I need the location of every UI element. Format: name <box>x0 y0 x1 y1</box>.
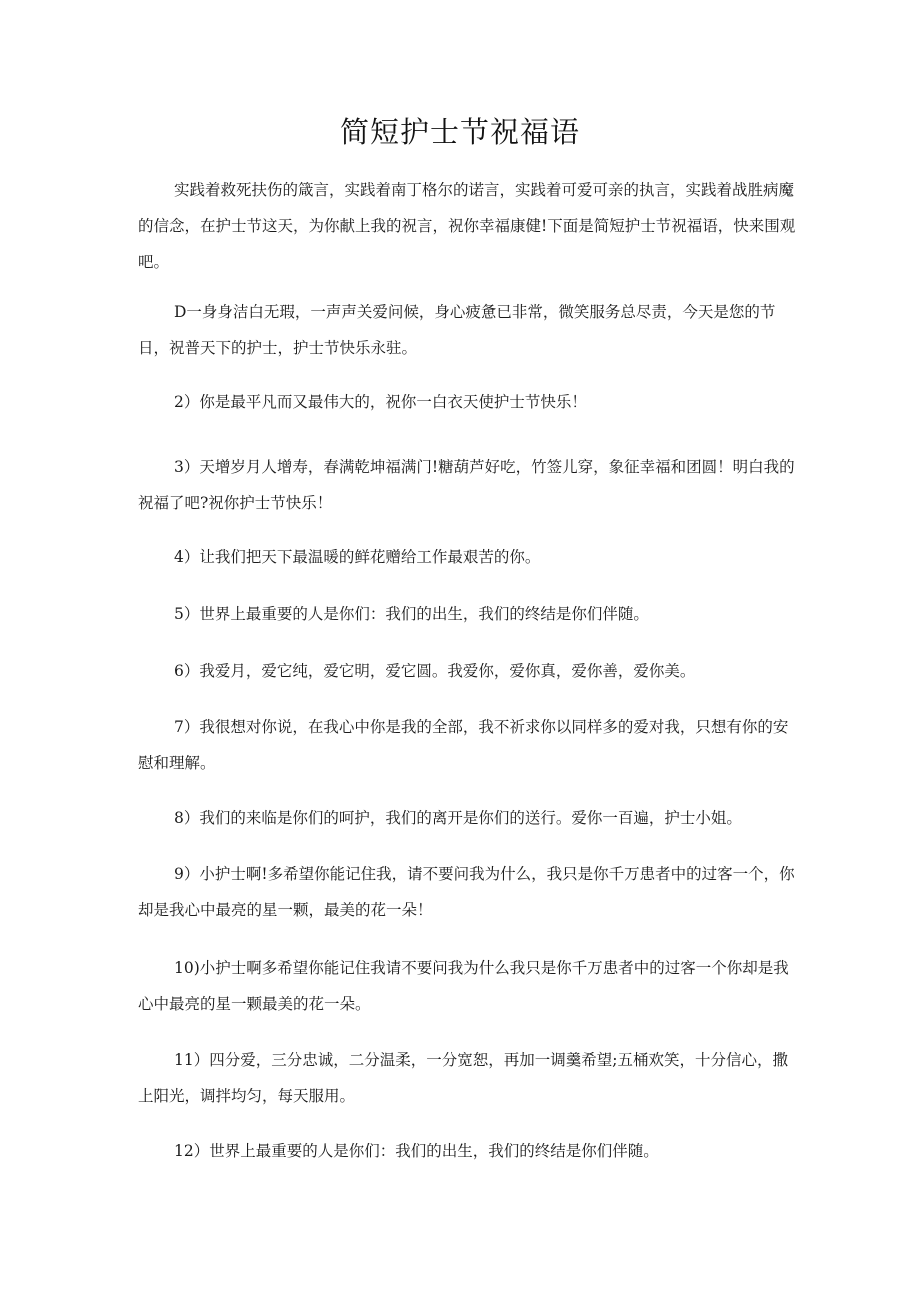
blessing-item-12: 12）世界上最重要的人是你们：我们的出生，我们的终结是你们伴随。 <box>174 1142 659 1160</box>
blessing-item-9: 9）小护士啊!多希望你能记住我，请不要问我为什么，我只是你千万患者中的过客一个，你却是我心中最亮的星一颗，最美的花一朵！ <box>138 865 795 919</box>
blessing-item-1: D一身身洁白无瑕，一声声关爱问候，身心疲惫已非常，微笑服务总尽责，今天是您的节日，祝普天下的护士，护士节快乐永驻。 <box>138 303 776 357</box>
blessing-item-3: 3）天增岁月人增寿，春满乾坤福满门!糖葫芦好吃，竹签儿穿，象征幸福和团圆！明白我的祝福了吧?祝你护士节快乐！ <box>138 458 795 512</box>
intro-paragraph: 实践着救死扶伤的箴言，实践着南丁格尔的诺言，实践着可爱可亲的执言，实践着战胜病魔的信念，在护士节这天，为你献上我的祝言，祝你幸福康健!下面是简短护士节祝福语，快来围观吧。 <box>138 181 796 271</box>
blessing-item-5: 5）世界上最重要的人是你们：我们的出生，我们的终结是你们伴随。 <box>174 605 649 623</box>
document-title: 简短护士节祝福语 <box>339 115 580 149</box>
blessing-item-7: 7）我很想对你说，在我心中你是我的全部，我不祈求你以同样多的爱对我，只想有你的安慰和理解。 <box>138 718 789 772</box>
blessing-item-10: 10)小护士啊多希望你能记住我请不要问我为什么我只是你千万患者中的过客一个你却是我心中最亮的星一颗最美的花一朵。 <box>138 959 789 1013</box>
blessing-item-2: 2）你是最平凡而又最伟大的，祝你一白衣天使护士节快乐！ <box>174 393 587 411</box>
blessing-item-8: 8）我们的来临是你们的呵护，我们的离开是你们的送行。爱你一百遍，护士小姐。 <box>174 809 742 827</box>
blessing-item-4: 4）让我们把天下最温暖的鲜花赠给工作最艰苦的你。 <box>174 548 541 566</box>
blessing-item-6: 6）我爱月，爱它纯，爱它明，爱它圆。我爱你，爱你真，爱你善，爱你美。 <box>174 662 696 680</box>
blessing-item-11: 11）四分爱，三分忠诚，二分温柔，一分宽恕，再加一调羹希望;五桶欢笑，十分信心，撒上阳光，调拌均匀，每天服用。 <box>138 1051 788 1105</box>
